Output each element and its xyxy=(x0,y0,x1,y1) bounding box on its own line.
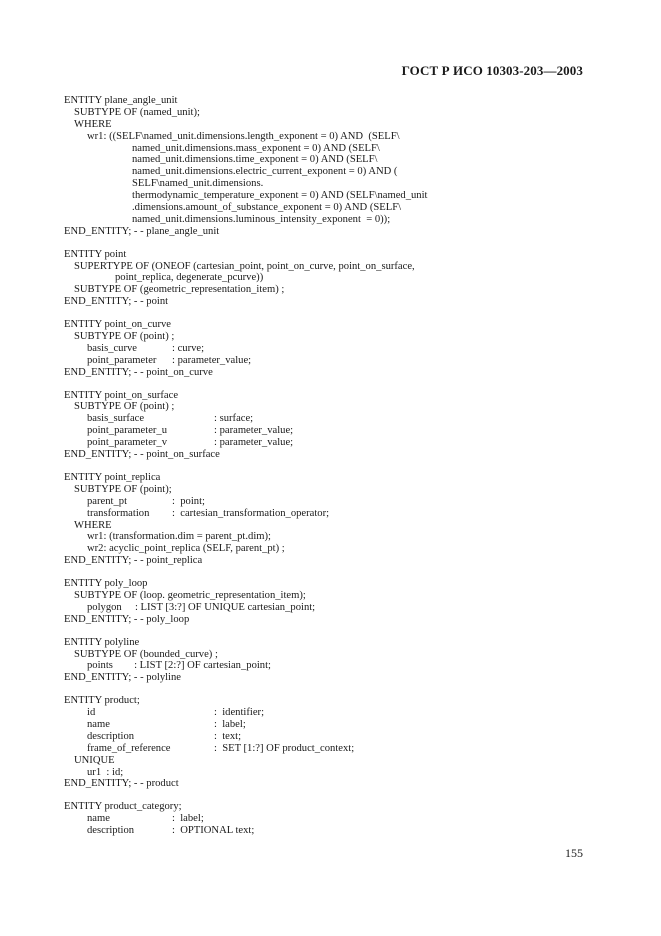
code-text: ENTITY point_on_curve xyxy=(64,319,171,331)
code-text: .dimensions.amount_of_substance_exponent = 0) AND (SELF\ xyxy=(132,202,402,214)
code-text: ENTITY product; xyxy=(64,695,140,707)
code-text: name xyxy=(87,813,110,825)
code-text: SUBTYPE OF (named_unit); xyxy=(74,106,200,118)
document-code-header: ГОСТ Р ИСО 10303-203—2003 xyxy=(401,63,583,78)
code-text: parent_pt xyxy=(87,495,128,507)
code-line xyxy=(64,719,604,731)
entity-separator xyxy=(64,567,604,578)
attribute-type: : parameter_value; xyxy=(214,425,294,437)
attribute-type: : curve; xyxy=(172,342,205,354)
code-line xyxy=(64,472,604,484)
attribute-type: : OPTIONAL text; xyxy=(172,825,255,837)
attribute-type: : surface; xyxy=(214,413,254,425)
code-line xyxy=(64,296,604,308)
code-text: point_parameter_u xyxy=(87,425,168,437)
code-text: END_ENTITY; - - point_replica xyxy=(64,555,203,567)
attribute-type: : text; xyxy=(214,730,242,742)
entity-separator xyxy=(64,461,604,472)
express-schema-listing xyxy=(64,95,604,837)
code-text: END_ENTITY; - - polyline xyxy=(64,672,182,684)
code-line xyxy=(64,437,604,449)
code-text: description xyxy=(87,730,135,742)
code-line xyxy=(64,166,604,178)
code-line xyxy=(64,531,604,543)
code-line xyxy=(64,143,604,155)
code-line xyxy=(64,660,604,672)
code-text: point_parameter_v xyxy=(87,437,168,449)
code-text: point_replica, degenerate_pcurve)) xyxy=(115,272,264,284)
entity-separator xyxy=(64,308,604,319)
page-number: 155 xyxy=(565,846,583,860)
code-text: description xyxy=(87,825,135,837)
code-text: named_unit.dimensions.time_exponent = 0) AND (SELF\ xyxy=(132,154,378,166)
entity-block xyxy=(64,472,604,567)
code-text: SUBTYPE OF (bounded_curve) ; xyxy=(74,648,218,660)
code-line xyxy=(64,484,604,496)
code-text: wr1: (transformation.dim = parent_pt.dim); xyxy=(87,531,271,543)
entity-block xyxy=(64,249,604,308)
code-line xyxy=(64,578,604,590)
code-text: UNIQUE xyxy=(74,754,115,766)
code-line xyxy=(64,649,604,661)
code-text: thermodynamic_temperature_exponent = 0) AND (SELF\named_unit xyxy=(132,190,428,202)
code-text: basis_curve xyxy=(87,342,138,354)
code-text: basis_surface xyxy=(87,413,145,425)
attribute-type: : label; xyxy=(172,813,204,825)
code-text: END_ENTITY; - - point xyxy=(64,296,169,308)
code-text: name xyxy=(87,718,110,730)
code-line xyxy=(64,331,604,343)
code-text: ENTITY polyline xyxy=(64,636,140,648)
entity-separator xyxy=(64,379,604,390)
code-text: END_ENTITY; - - point_on_curve xyxy=(64,366,213,378)
code-line xyxy=(64,190,604,202)
code-line xyxy=(64,131,604,143)
code-line xyxy=(64,731,604,743)
code-line xyxy=(64,672,604,684)
code-text: id xyxy=(87,707,96,719)
code-line xyxy=(64,590,604,602)
entity-block xyxy=(64,801,604,837)
code-line xyxy=(64,520,604,532)
code-text: frame_of_reference xyxy=(87,742,171,754)
code-line xyxy=(64,637,604,649)
attribute-type: : cartesian_transformation_operator; xyxy=(172,507,330,519)
code-line xyxy=(64,555,604,567)
code-line xyxy=(64,119,604,131)
code-text: points : LIST [2:?] OF cartesian_point; xyxy=(87,660,271,672)
code-line xyxy=(64,778,604,790)
code-line xyxy=(64,226,604,238)
attribute-type: : label; xyxy=(214,718,246,730)
entity-separator xyxy=(64,626,604,637)
code-line xyxy=(64,178,604,190)
code-line xyxy=(64,602,604,614)
code-line xyxy=(64,272,604,284)
code-line xyxy=(64,496,604,508)
entity-block xyxy=(64,95,604,238)
code-line xyxy=(64,825,604,837)
entity-block xyxy=(64,637,604,685)
attribute-type: : parameter_value; xyxy=(214,437,294,449)
code-text: END_ENTITY; - - product xyxy=(64,778,179,790)
entity-block xyxy=(64,390,604,461)
code-text: ENTITY point_replica xyxy=(64,471,161,483)
code-line xyxy=(64,249,604,261)
code-line xyxy=(64,813,604,825)
code-line xyxy=(64,767,604,779)
code-text: ENTITY point xyxy=(64,248,127,260)
code-text: transformation xyxy=(87,507,150,519)
code-line xyxy=(64,107,604,119)
code-text: named_unit.dimensions.electric_current_exponent = 0) AND ( xyxy=(132,166,398,178)
code-line xyxy=(64,695,604,707)
code-line xyxy=(64,543,604,555)
code-text: wr2: acyclic_point_replica (SELF, parent_pt) ; xyxy=(87,543,285,555)
code-text: SUBTYPE OF (loop. geometric_representation_item); xyxy=(74,589,306,601)
code-line xyxy=(64,801,604,813)
code-text: WHERE xyxy=(74,519,112,531)
code-text: SUBTYPE OF (point); xyxy=(74,483,172,495)
code-text: WHERE xyxy=(74,118,112,130)
entity-block xyxy=(64,695,604,790)
code-text: ur1 : id; xyxy=(87,766,124,778)
code-line xyxy=(64,261,604,273)
code-text: wr1: ((SELF\named_unit.dimensions.length_exponent = 0) AND (SELF\ xyxy=(87,130,400,142)
code-text: END_ENTITY; - - point_on_surface xyxy=(64,449,220,461)
code-line xyxy=(64,284,604,296)
entity-block xyxy=(64,578,604,626)
code-line xyxy=(64,508,604,520)
code-line xyxy=(64,755,604,767)
code-line xyxy=(64,390,604,402)
code-line xyxy=(64,154,604,166)
code-text: named_unit.dimensions.luminous_intensity_exponent = 0)); xyxy=(132,213,391,225)
code-text: named_unit.dimensions.mass_exponent = 0) AND (SELF\ xyxy=(132,142,380,154)
code-text: ENTITY point_on_surface xyxy=(64,389,179,401)
code-line xyxy=(64,95,604,107)
entity-separator xyxy=(64,238,604,249)
attribute-type: : parameter_value; xyxy=(172,354,252,366)
code-line xyxy=(64,343,604,355)
code-line xyxy=(64,614,604,626)
code-text: ENTITY product_category; xyxy=(64,801,182,813)
code-text: SELF\named_unit.dimensions. xyxy=(132,178,264,190)
code-line xyxy=(64,707,604,719)
entity-block xyxy=(64,319,604,378)
attribute-type: : point; xyxy=(172,495,205,507)
code-line xyxy=(64,355,604,367)
code-line xyxy=(64,319,604,331)
attribute-type: : SET [1:?] OF product_context; xyxy=(214,742,355,754)
code-text: END_ENTITY; - - poly_loop xyxy=(64,613,190,625)
code-text: SUBTYPE OF (geometric_representation_item) ; xyxy=(74,284,285,296)
code-text: polygon : LIST [3:?] OF UNIQUE cartesian_point; xyxy=(87,601,316,613)
entity-separator xyxy=(64,790,604,801)
code-line xyxy=(64,367,604,379)
code-line xyxy=(64,214,604,226)
code-text: SUBTYPE OF (point) ; xyxy=(74,401,175,413)
code-text: SUPERTYPE OF (ONEOF (cartesian_point, point_on_curve, point_on_surface, xyxy=(74,260,415,272)
code-text: END_ENTITY; - - plane_angle_unit xyxy=(64,225,220,237)
code-text: point_parameter xyxy=(87,354,157,366)
code-line xyxy=(64,449,604,461)
code-text: SUBTYPE OF (point) ; xyxy=(74,331,175,343)
code-line xyxy=(64,743,604,755)
attribute-type: : identifier; xyxy=(214,707,265,719)
code-line xyxy=(64,413,604,425)
code-line xyxy=(64,401,604,413)
code-line xyxy=(64,202,604,214)
code-line xyxy=(64,425,604,437)
code-text: ENTITY poly_loop xyxy=(64,578,148,590)
entity-separator xyxy=(64,684,604,695)
code-text: ENTITY plane_angle_unit xyxy=(64,95,178,106)
